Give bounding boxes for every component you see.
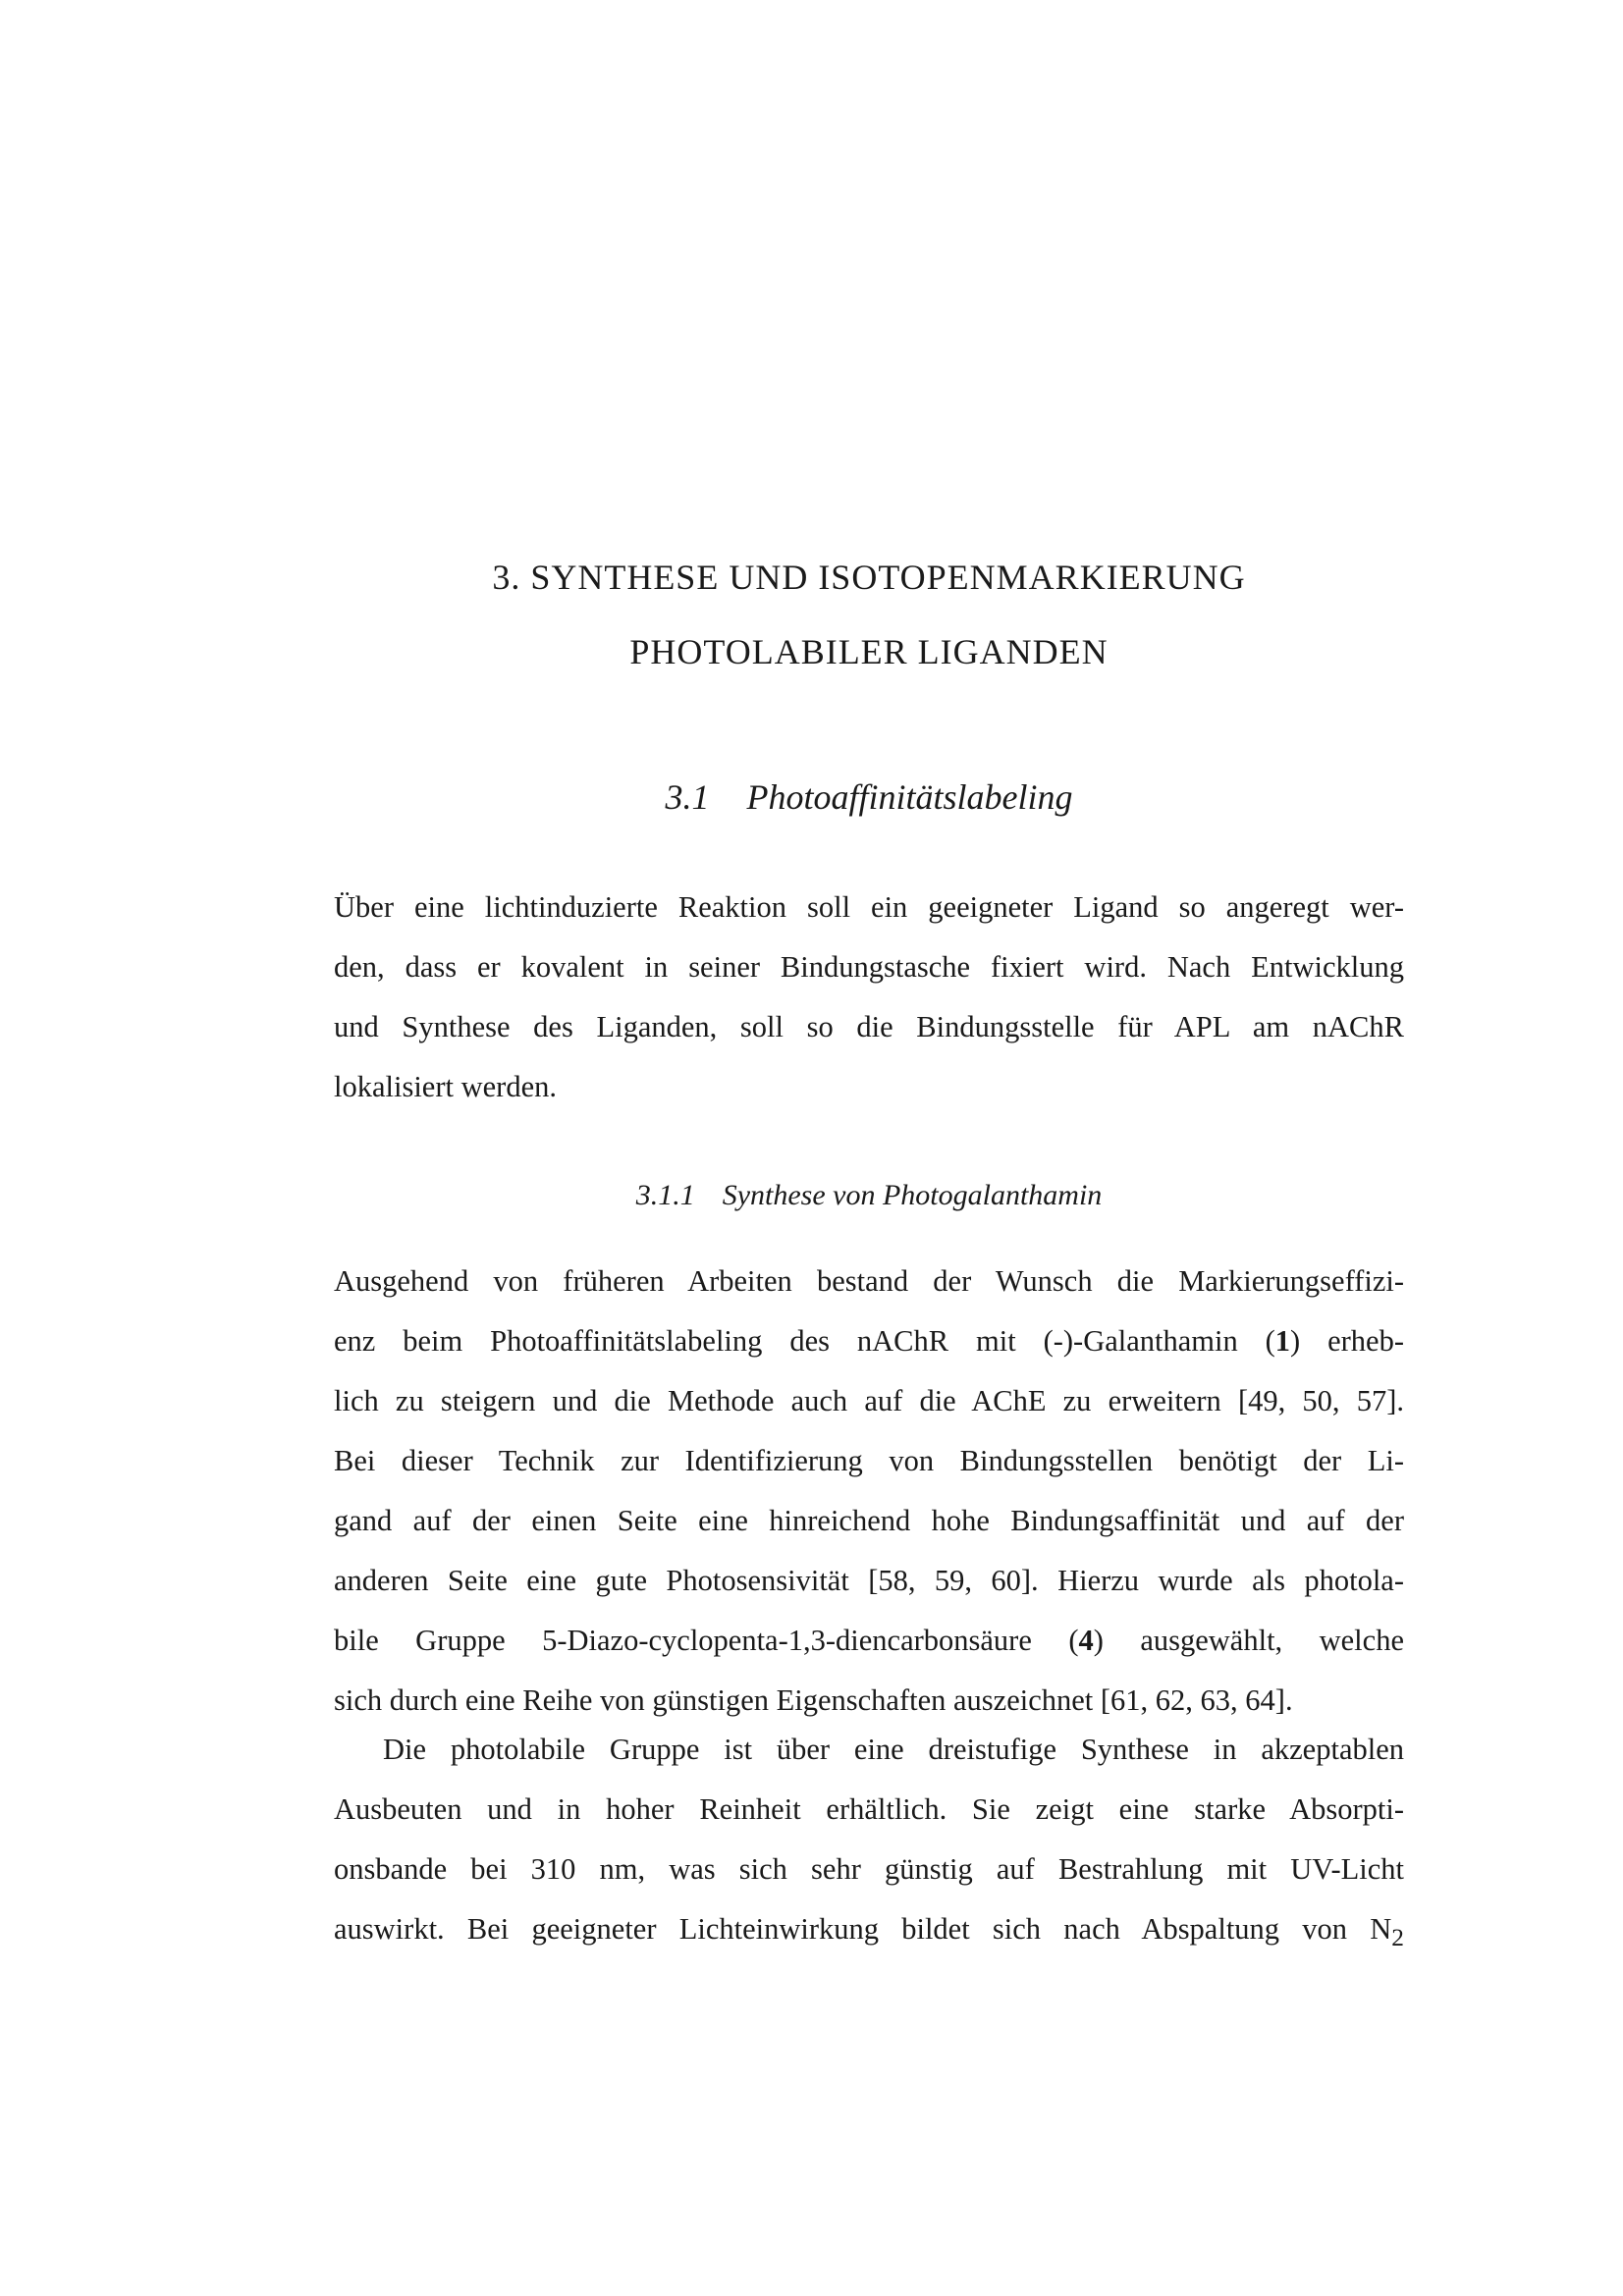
section-title-text: Photoaffinitätslabeling [746, 777, 1073, 817]
subscript: 2 [1391, 1924, 1404, 1952]
subsection-number: 3.1.1 [635, 1179, 695, 1211]
paragraph-line: onsbande bei 310 nm, was sich sehr günstig auf Bestrahlung mit UV-Licht [334, 1852, 1404, 1886]
paragraph-line: sich durch eine Reihe von günstigen Eigenschaften auszeichnet [61, 62, 63, 64]. [334, 1683, 1293, 1717]
section-heading [334, 775, 1404, 819]
paragraph-line: lich zu steigern und die Methode auch auf die AChE zu erweitern [49, 50, 57]. [334, 1384, 1404, 1417]
paragraph-photolabile-group [334, 1720, 1404, 1959]
paragraph-line: und Synthese des Liganden, soll so die Bindungsstelle für APL am nAChR [334, 1010, 1404, 1043]
chapter-title-line-2: PHOTOLABILER LIGANDEN [629, 632, 1109, 671]
paragraph-intro [334, 878, 1404, 1117]
paragraph-line: Bei dieser Technik zur Identifizierung von Bindungsstellen benötigt der Li- [334, 1444, 1404, 1477]
text-run: ) erheb- [1290, 1324, 1404, 1358]
paragraph-line: Über eine lichtinduzierte Reaktion soll ein geeigneter Ligand so angeregt wer- [334, 890, 1404, 924]
text-run: ) ausgewählt, welche [1093, 1624, 1404, 1657]
paragraph-synthesis [334, 1252, 1404, 1731]
section-number: 3.1 [665, 777, 710, 817]
chapter-title [334, 540, 1404, 689]
chapter-title-line-1: 3. SYNTHESE UND ISOTOPENMARKIERUNG [492, 558, 1246, 597]
paragraph-line [334, 1899, 1404, 1959]
compound-number: 4 [1078, 1624, 1094, 1657]
subsection-heading [334, 1176, 1404, 1215]
paragraph-line: gand auf der einen Seite eine hinreichend hohe Bindungsaffinität und auf der [334, 1504, 1404, 1537]
text-run: bile Gruppe 5-Diazo-cyclopenta-1,3-diencarbonsäure ( [334, 1624, 1079, 1657]
paragraph-line: Die photolabile Gruppe ist über eine dreistufige Synthese in akzeptablen [383, 1733, 1404, 1766]
paragraph-line [334, 1611, 1404, 1671]
paragraph-line: anderen Seite eine gute Photosensivität [58, 59, 60]. Hierzu wurde als photola- [334, 1564, 1404, 1597]
subsection-title-text: Synthese von Photogalanthamin [722, 1179, 1103, 1211]
paragraph-line [334, 1311, 1404, 1371]
paragraph-line: den, dass er kovalent in seiner Bindungstasche fixiert wird. Nach Entwicklung [334, 950, 1404, 984]
compound-number: 1 [1274, 1324, 1291, 1358]
paragraph-line: Ausgehend von früheren Arbeiten bestand der Wunsch die Markierungseffizi- [334, 1264, 1404, 1298]
text-run: enz beim Photoaffinitätslabeling des nAChR mit (-)-Galanthamin ( [334, 1324, 1275, 1358]
paragraph-line: Ausbeuten und in hoher Reinheit erhältlich. Sie zeigt eine starke Absorpti- [334, 1792, 1404, 1826]
text-run: auswirkt. Bei geeigneter Lichteinwirkung bildet sich nach Abspaltung von N [334, 1912, 1392, 1946]
paragraph-line: lokalisiert werden. [334, 1070, 557, 1103]
